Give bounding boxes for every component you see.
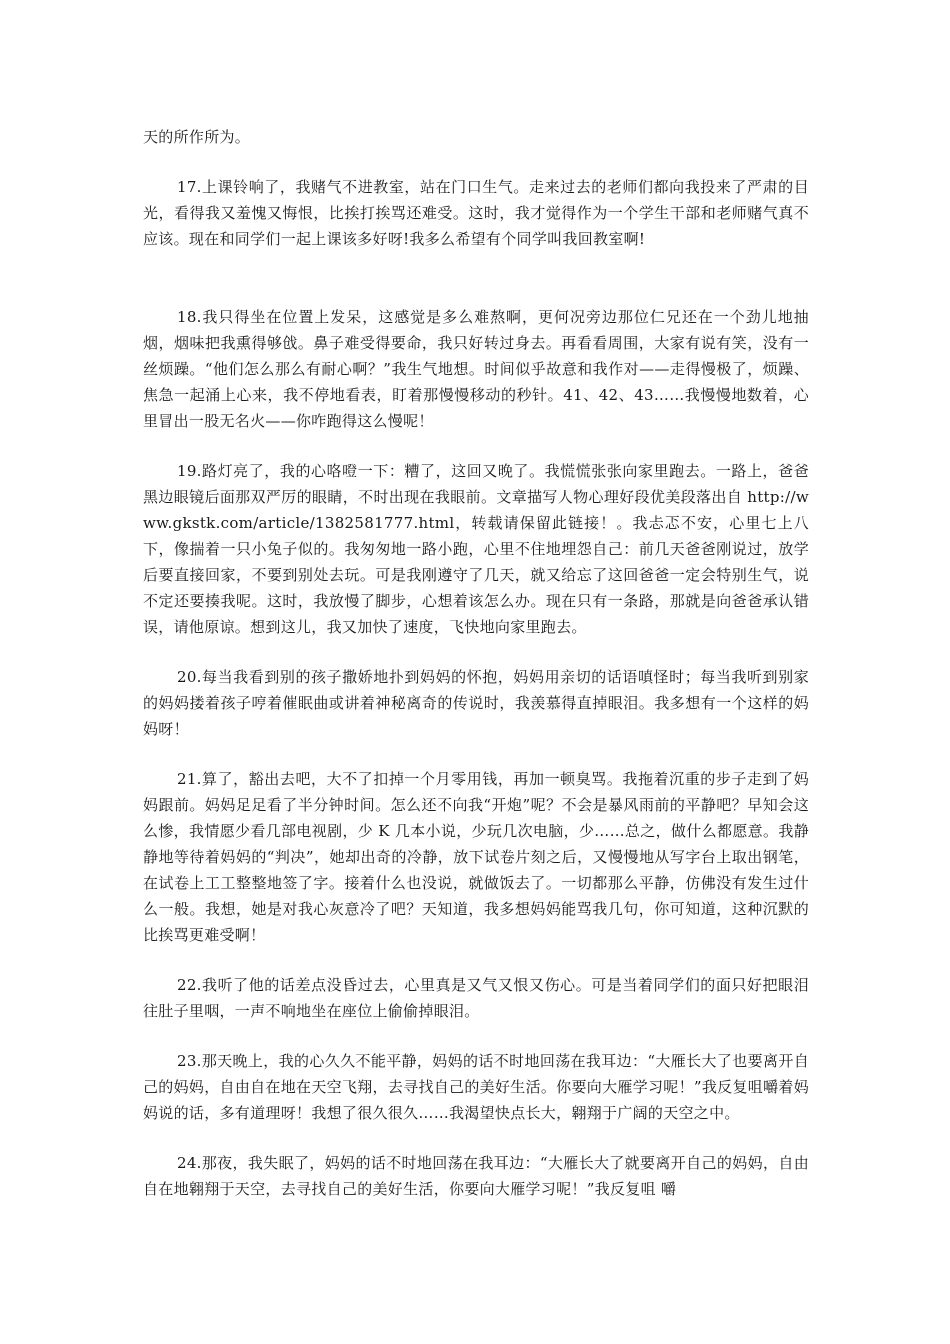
paragraph-19: 19.路灯亮了，我的心咯噔一下：糟了，这回又晚了。我慌慌张张向家里跑去。一路上，爸爸黑边眼镜后面那双严厉的眼睛，不时出现在我眼前。文章描写人物心理好段优美段落出自 http://www.gkstk.com/article/1382581777.html，转载请保留此链接！。我忐忑不安，心里七上八下，像揣着一只小兔子似的。我匆匆地一路小跑，心里不住地埋怨自己：前几天爸爸刚说过，放学后要直接回家，不要到别处去玩。可是我刚遵守了几天，就又给忘了这回爸爸一定会特别生气，说不定还要揍我呢。这时，我放慢了脚步，心想着该怎么办。现在只有一条路，那就是向爸爸承认错误，请他原谅。想到这儿，我又加快了速度，飞快地向家里跑去。 [143, 462, 809, 636]
paragraph-22: 22.我听了他的话差点没昏过去，心里真是又气又恨又伤心。可是当着同学们的面只好把眼泪往肚子里咽，一声不响地坐在座位上偷偷掉眼泪。 [143, 976, 809, 1020]
document-body [143, 124, 809, 1202]
paragraph-continuation: 天的所作所为。 [143, 128, 251, 146]
paragraph-23: 23.那天晚上，我的心久久不能平静，妈妈的话不时地回荡在我耳边：“大雁长大了也要离开自己的妈妈，自由自在地在天空飞翔，去寻找自己的美好生活。你要向大雁学习呢！”我反复咀嚼着妈妈说的话，多有道理呀！我想了很久很久……我渴望快点长大，翱翔于广阔的天空之中。 [143, 1052, 809, 1122]
paragraph-24: 24.那夜，我失眠了，妈妈的话不时地回荡在我耳边：“大雁长大了就要离开自己的妈妈，自由自在地翱翔于天空，去寻找自己的美好生活，你要向大雁学习呢！”我反复咀 嚼 [143, 1154, 809, 1198]
paragraph-18: 18.我只得坐在位置上发呆，这感觉是多么难熬啊，更何况旁边那位仁兄还在一个劲儿地抽烟，烟味把我熏得够戗。鼻子难受得要命，我只好转过身去。再看看周围，大家有说有笑，没有一丝烦躁。“他们怎么那么有耐心啊？”我生气地想。时间似乎故意和我作对——走得慢极了，烦躁、焦急一起涌上心来，我不停地看表，盯着那慢慢移动的秒针。41、42、43……我慢慢地数着，心里冒出一股无名火——你咋跑得这么慢呢！ [143, 308, 809, 430]
paragraph-20: 20.每当我看到别的孩子撒娇地扑到妈妈的怀抱，妈妈用亲切的话语嗔怪时；每当我听到别家的妈妈搂着孩子哼着催眠曲或讲着神秘离奇的传说时，我羡慕得直掉眼泪。我多想有一个这样的妈妈呀！ [143, 668, 809, 738]
paragraph-21: 21.算了，豁出去吧，大不了扣掉一个月零用钱，再加一顿臭骂。我拖着沉重的步子走到了妈妈跟前。妈妈足足看了半分钟时间。怎么还不向我“开炮”呢？不会是暴风雨前的平静吧？早知会这么惨，我情愿少看几部电视剧，少 K 几本小说，少玩几次电脑，少……总之，做什么都愿意。我静静地等待着妈妈的“判决”，她却出奇的冷静，放下试卷片刻之后，又慢慢地从写字台上取出钢笔，在试卷上工工整整地签了字。接着什么也没说，就做饭去了。一切都那么平静，仿佛没有发生过什么一般。我想，她是对我心灰意冷了吧？天知道，我多想妈妈能骂我几句，你可知道，这种沉默的比挨骂更难受啊！ [143, 770, 809, 944]
paragraph-17: 17.上课铃响了，我赌气不进教室，站在门口生气。走来过去的老师们都向我投来了严肃的目光，看得我又羞愧又悔恨，比挨打挨骂还难受。这时，我才觉得作为一个学生干部和老师赌气真不应该。现在和同学们一起上课该多好呀!我多么希望有个同学叫我回教室啊! [143, 178, 809, 248]
